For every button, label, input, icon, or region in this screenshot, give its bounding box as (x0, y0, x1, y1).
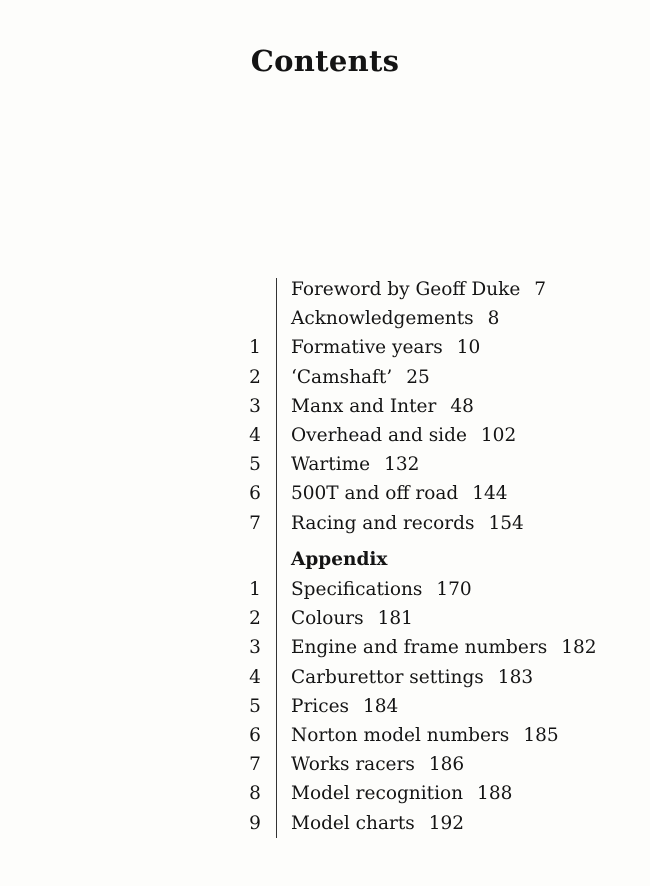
toc-entry-title: Manx and Inter (291, 395, 437, 417)
toc-entry-number: 6 (249, 483, 261, 505)
appendix-heading (0, 545, 650, 574)
toc-entry (0, 604, 650, 633)
toc-entry-number: 7 (249, 512, 261, 534)
toc-entry-title: Specifications (291, 579, 423, 600)
toc-entry-text (291, 779, 512, 808)
toc-entry-text (291, 663, 533, 692)
toc-entry-text (291, 809, 464, 838)
toc-entry-text (291, 509, 524, 538)
toc-entry-text (291, 304, 499, 333)
toc-entry (0, 333, 650, 362)
toc-entry-page: 183 (497, 666, 534, 688)
toc-entry (0, 809, 650, 838)
toc-entry-text (291, 333, 480, 362)
toc-entry-text (291, 545, 387, 574)
toc-entry-number: 7 (249, 754, 261, 776)
toc-entry-text (291, 692, 398, 721)
toc-entry-text (291, 721, 559, 750)
toc-entry-number: 3 (249, 637, 261, 659)
toc-entry-page: 186 (428, 754, 465, 776)
toc-entry-text (291, 363, 430, 392)
appendix-heading-label: Appendix (291, 549, 388, 570)
toc-entry-page: 132 (384, 454, 420, 476)
toc-entry-number: 6 (249, 725, 261, 746)
toc-entry-text (291, 479, 508, 508)
toc-entry-title: Wartime (291, 454, 371, 476)
toc-entry-text (291, 421, 516, 450)
toc-entry-title: Carburettor settings (291, 666, 484, 688)
toc-entry (0, 450, 650, 479)
toc-entry-number: 9 (249, 812, 261, 834)
toc-entry (0, 721, 650, 750)
toc-entry-title: Overhead and side (291, 425, 467, 446)
toc-entry (0, 633, 650, 662)
toc-entry-page: 154 (488, 512, 524, 534)
toc-entry-number: 5 (249, 454, 261, 476)
toc-entry (0, 421, 650, 450)
toc-entry (0, 750, 650, 779)
toc-entry-title: ‘Camshaft’ (291, 366, 393, 388)
toc-entry-number: 3 (249, 395, 261, 417)
toc-entry-title: Prices (291, 695, 350, 717)
toc-entry-page: 170 (436, 579, 472, 600)
toc-entry (0, 663, 650, 692)
toc-entry-title: Model recognition (291, 783, 464, 805)
toc-entry-page: 144 (472, 483, 508, 505)
toc-entry (0, 509, 650, 538)
toc-entry-page: 184 (363, 695, 399, 717)
toc-entry-number: 1 (249, 337, 261, 359)
toc-entry-page: 102 (480, 425, 517, 446)
toc-entry-number: 2 (249, 608, 261, 630)
toc-entry-title: Works racers (291, 754, 415, 776)
toc-entry-title: Acknowledgements (291, 308, 474, 330)
toc-entry-page: 25 (406, 366, 430, 388)
toc-entry-title: Foreword by Geoff Duke (291, 279, 521, 300)
toc-entry (0, 275, 650, 304)
toc-entry-text (291, 392, 474, 421)
toc-entry-page: 8 (487, 308, 500, 330)
toc-entry-number: 1 (249, 579, 261, 600)
toc-entry (0, 575, 650, 604)
toc-entry-text (291, 275, 546, 304)
toc-entry-title: Racing and records (291, 512, 475, 534)
toc-entry-page: 188 (477, 783, 513, 805)
toc-entry-page: 185 (523, 725, 559, 746)
toc-entry-page: 7 (534, 279, 547, 300)
toc-entry-title: Model charts (291, 812, 415, 834)
toc-entry-title: Colours (291, 608, 364, 630)
toc-entry (0, 392, 650, 421)
toc-entry-title: Norton model numbers (291, 725, 510, 746)
toc-entry-text (291, 575, 472, 604)
toc-entry-number: 2 (249, 366, 261, 388)
toc-entry-page: 10 (456, 337, 481, 359)
toc-entry (0, 363, 650, 392)
toc-entry-text (291, 750, 464, 779)
toc-entry-page: 192 (428, 812, 465, 834)
toc-entry-number: 4 (249, 666, 261, 688)
toc-entry-title: 500T and off road (291, 483, 459, 505)
toc-entry (0, 779, 650, 808)
toc-entry (0, 479, 650, 508)
toc-entry-text (291, 604, 413, 633)
toc-entry-title: Engine and frame numbers (291, 637, 548, 659)
toc-entry-text (291, 633, 597, 662)
toc-entry (0, 692, 650, 721)
toc-entry-page: 182 (561, 637, 597, 659)
toc-entry-page: 48 (450, 395, 474, 417)
toc-entry-number: 8 (249, 783, 261, 805)
page-title: Contents (250, 44, 400, 78)
toc-entry-title: Formative years (291, 337, 443, 359)
toc-entry-text (291, 450, 419, 479)
toc-entry-number: 4 (249, 425, 261, 446)
toc-entry (0, 304, 650, 333)
toc-entry-number: 5 (249, 695, 261, 717)
toc-entry-page: 181 (377, 608, 413, 630)
